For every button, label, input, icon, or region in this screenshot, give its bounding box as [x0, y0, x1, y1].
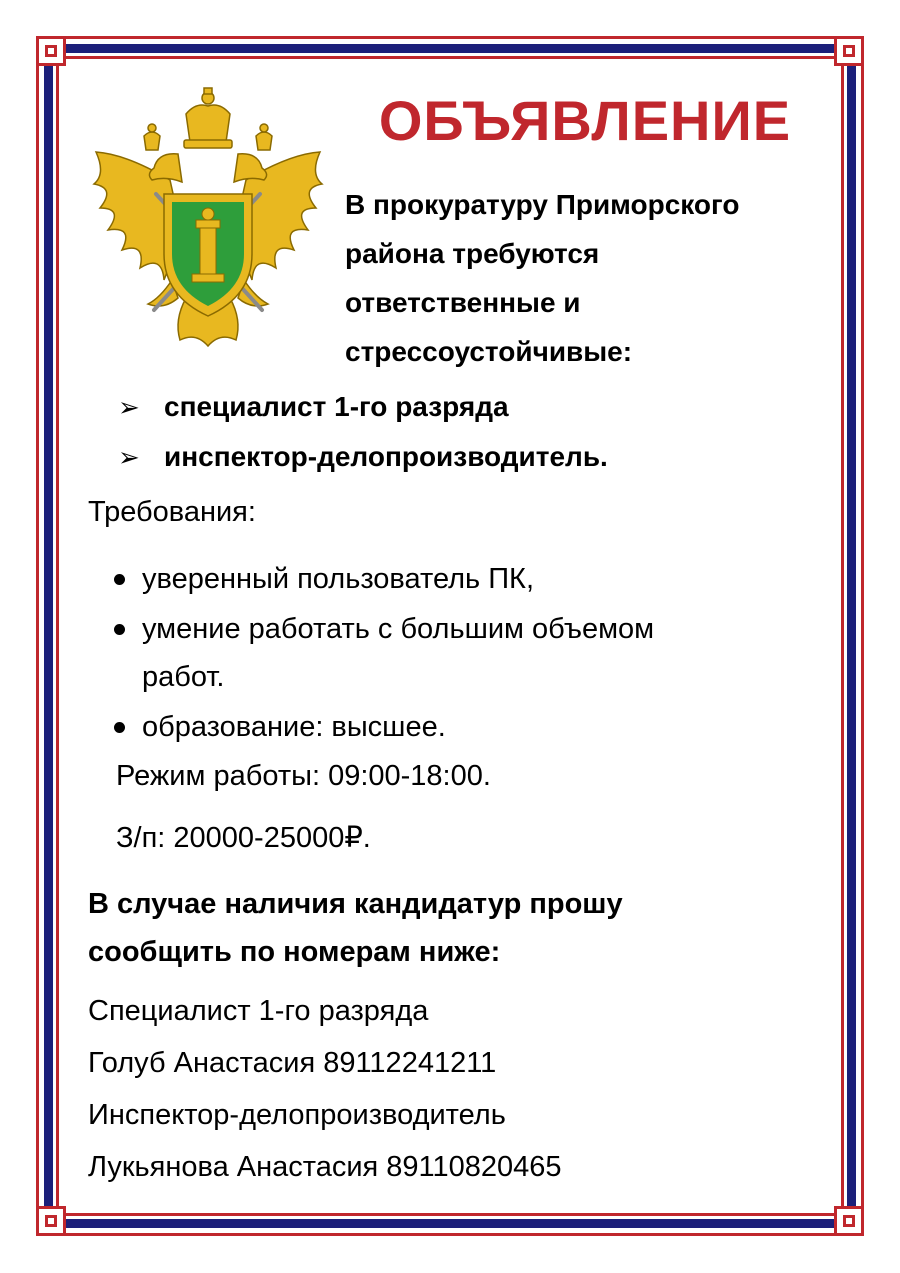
contacts-block — [88, 985, 562, 1193]
call-line: сообщить по номерам ниже: — [88, 936, 501, 968]
call-line: В случае наличия кандидатур прошу — [88, 888, 623, 920]
contact-person: Голуб Анастасия 89112241211 — [88, 1047, 497, 1079]
requirements-list — [112, 555, 812, 753]
arrow-bullet-icon: ➢ — [118, 391, 140, 422]
arrow-bullet-icon: ➢ — [118, 441, 140, 472]
requirement-item — [112, 605, 812, 701]
corner-ornament-top-right — [834, 36, 864, 66]
position-label: инспектор-делопроизводитель. — [164, 441, 608, 472]
requirement-item — [112, 703, 812, 751]
positions-list — [118, 382, 608, 482]
requirement-text-continued: работ. — [142, 661, 225, 693]
intro-line: ответственные и — [345, 287, 581, 318]
intro-line: района требуются — [345, 238, 600, 269]
announcement-title: ОБЪЯВЛЕНИЕ — [378, 89, 792, 152]
requirement-text: образование: высшее. — [142, 711, 446, 743]
position-item — [118, 432, 608, 482]
corner-ornament-bottom-left — [36, 1206, 66, 1236]
requirement-text: уверенный пользователь ПК, — [142, 563, 534, 595]
position-label: специалист 1-го разряда — [164, 391, 509, 422]
intro-line: В прокуратуру Приморского — [345, 189, 740, 220]
dot-bullet-icon — [114, 574, 125, 585]
dot-bullet-icon — [114, 722, 125, 733]
prosecutor-emblem-icon — [86, 84, 330, 356]
position-item — [118, 382, 608, 432]
requirement-text: умение работать с большим объемом — [142, 613, 655, 645]
intro-text — [345, 180, 815, 376]
call-to-action — [88, 880, 828, 976]
contact-role: Специалист 1-го разряда — [88, 995, 429, 1027]
corner-ornament-top-left — [36, 36, 66, 66]
contact-role: Инспектор-делопроизводитель — [88, 1099, 506, 1131]
work-schedule: Режим работы: 09:00-18:00. — [116, 760, 491, 792]
salary-range: З/п: 20000-25000₽. — [116, 822, 371, 854]
requirements-heading: Требования: — [88, 496, 256, 528]
intro-line: стрессоустойчивые: — [345, 336, 633, 367]
dot-bullet-icon — [114, 624, 125, 635]
requirement-item — [112, 555, 812, 603]
corner-ornament-bottom-right — [834, 1206, 864, 1236]
contact-person: Лукьянова Анастасия 89110820465 — [88, 1151, 562, 1183]
